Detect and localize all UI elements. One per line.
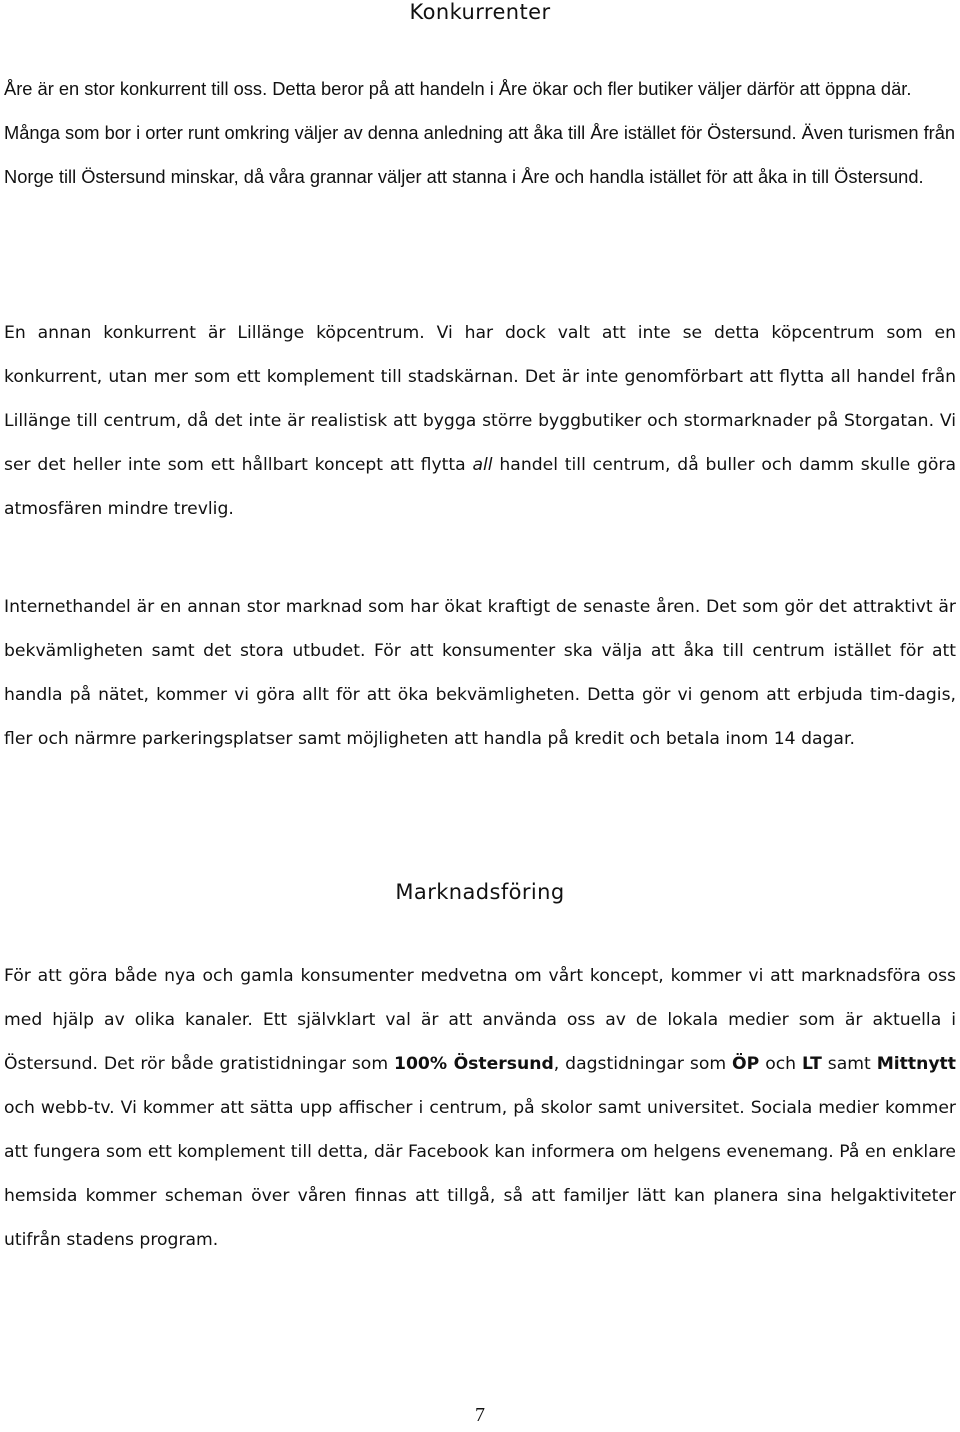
paragraph-lillange (4, 311, 956, 531)
section-heading-marknadsforing: Marknadsföring (395, 880, 565, 904)
section-heading-konkurrenter: Konkurrenter (409, 0, 551, 24)
paragraph-internethandel: Internethandel är en annan stor marknad som har ökat kraftigt de senaste åren. Det som gör det attraktivt är bekvämligheten samt det stora utbudet. För att konsumenter ska välja att åka till centrum istället för att handla på nätet, kommer vi göra allt för att öka bekvämligheten. Detta gör vi genom att erbjuda tim-dagis, fler och närmre parkeringsplatser samt möjligheten att handla på kredit och betala inom 14 dagar. (4, 597, 956, 749)
paragraph-text: En annan konkurrent är Lillänge köpcentrum. Vi har dock valt att inte se detta köpcentrum som en konkurrent, utan mer som ett komplement till stadskärnan. Det är inte genomförbart att flytta all handel från Lillänge till centrum, då det inte är realistisk att bygga större byggbutiker och stormarknader på Storgatan. Vi ser det heller inte som ett hållbart koncept att flytta (4, 323, 956, 475)
paragraph-text: För att göra både nya och gamla konsumenter medvetna om vårt koncept, kommer vi att marknadsföra oss med hjälp av olika kanaler. Ett självklart val är att använda oss av de lokala medier som är aktuella i Östersund. Det rör både gratistidningar som (4, 966, 956, 1074)
bold-media-name: ÖP (732, 1054, 760, 1074)
paragraph-text: Åre är en stor konkurrent till oss. Detta beror på att handeln i Åre ökar och fler butiker väljer därför att öppna där. Många som bor i orter runt omkring väljer av denna anledning att åka till Åre istället för Östersund. (4, 78, 912, 143)
bold-media-name: 100% Östersund (394, 1054, 554, 1074)
bold-media-name: LT (802, 1054, 822, 1074)
paragraph-text: , dagstidningar som (553, 1054, 733, 1074)
bold-media-name: Mittnytt (876, 1054, 956, 1074)
paragraph-text: handel till centrum, då buller och damm skulle göra atmosfären mindre trevlig. (4, 455, 956, 519)
paragraph-marknadsforing (4, 954, 956, 1262)
page-number: 7 (475, 1404, 485, 1426)
paragraph-text: Även turismen från Norge till Östersund minskar, då våra grannar väljer att stanna i Åre och handla istället för att åka in till Östersund. (4, 122, 956, 187)
paragraph-text: samt (821, 1054, 877, 1074)
emphasis-text: all (472, 455, 493, 475)
paragraph-are-competitor (4, 67, 956, 199)
paragraph-text: och webb-tv. Vi kommer att sätta upp affischer i centrum, på skolor samt universitet. Sociala medier kommer att fungera som ett komplement till detta, där Facebook kan informera om helgens evenemang. På en enklare hemsida kommer scheman över våren finnas att tillgå, så att familjer lätt kan planera sina helgaktiviteter utifrån stadens program. (4, 1098, 956, 1250)
paragraph-text: och (759, 1054, 802, 1074)
